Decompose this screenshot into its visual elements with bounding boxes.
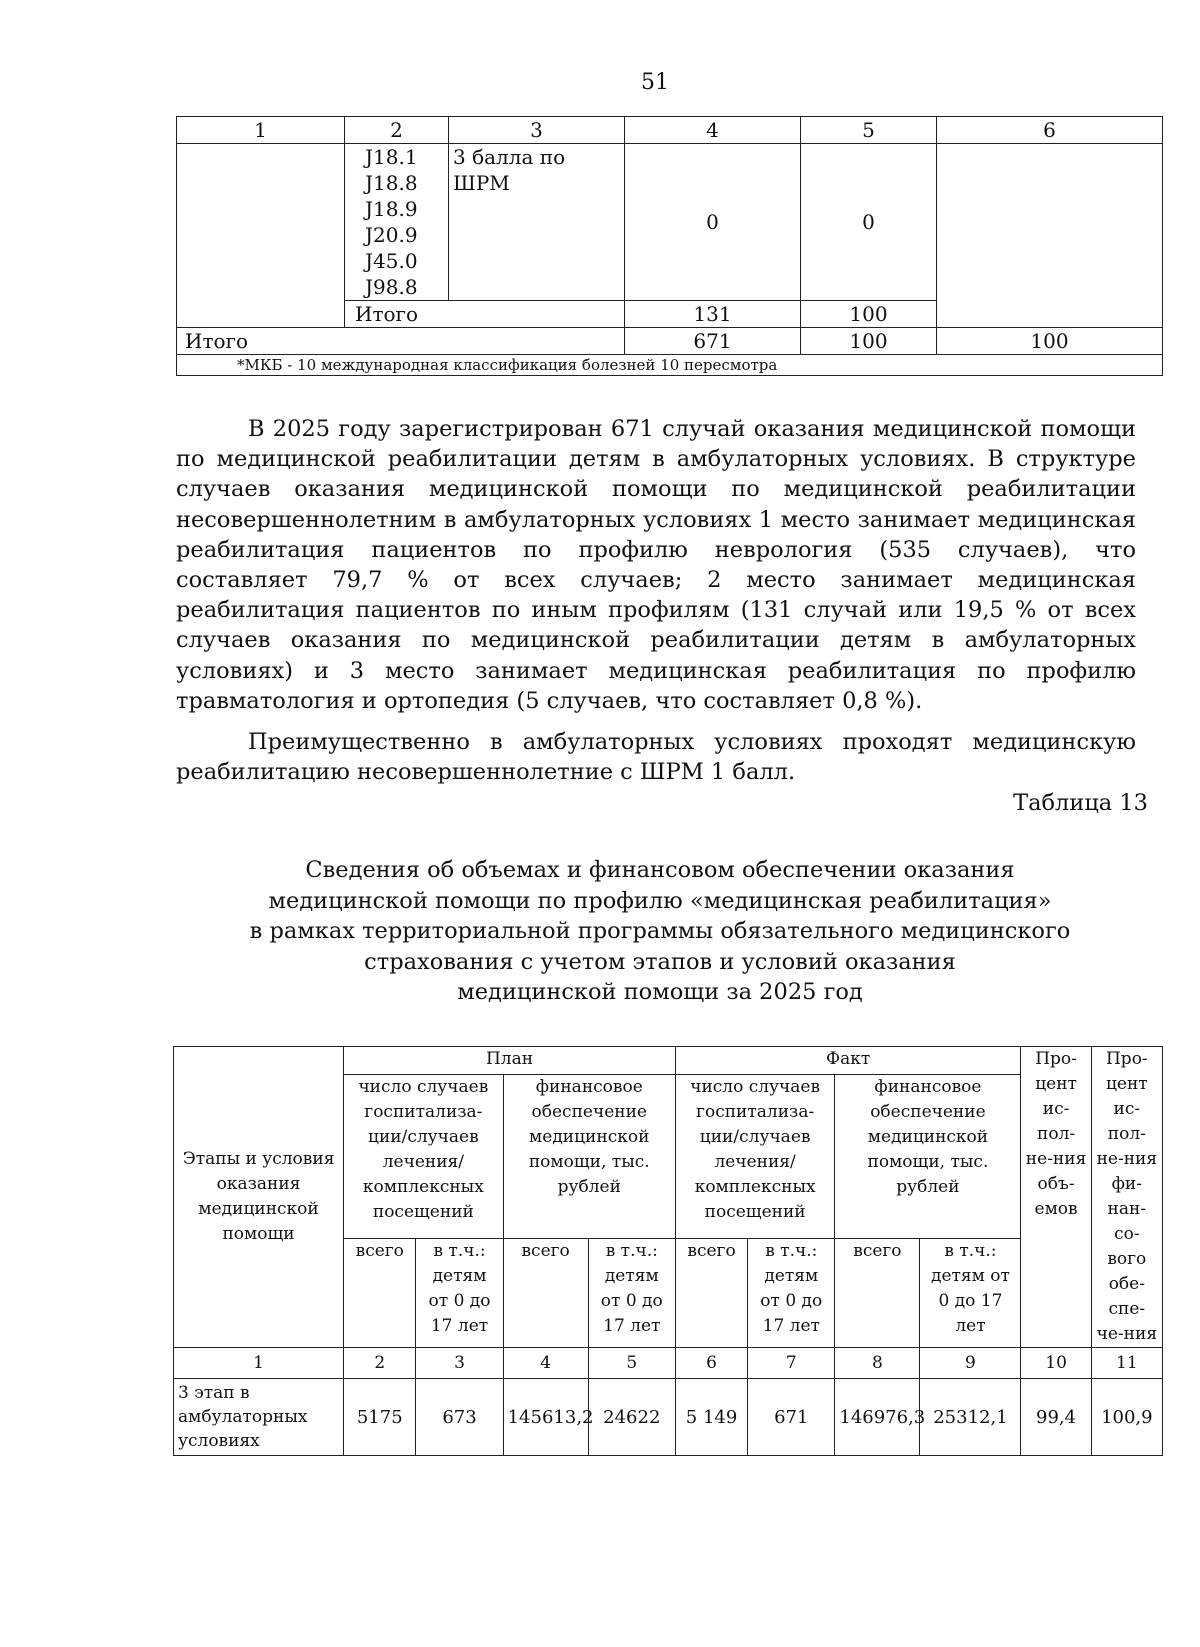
column-number-row: [174, 1348, 1163, 1379]
column-number: 3: [416, 1348, 503, 1379]
total-header: всего: [675, 1238, 747, 1347]
empty-cell-col6: [937, 144, 1163, 328]
table-label: Таблица 13: [1013, 790, 1148, 816]
column-number: 4: [503, 1348, 588, 1379]
caption-line: в рамках территориальной программы обязательного медицинского: [249, 918, 1071, 944]
icd-code: J20.9: [365, 223, 418, 247]
table-header-row: [174, 1047, 1163, 1075]
caption-line: страхования с учетом этапов и условий оказания: [364, 948, 956, 975]
col-header-4: 4: [625, 117, 801, 144]
children-header: в т.ч.: детям от 0 до 17 лет: [588, 1238, 675, 1347]
col-header-5: 5: [801, 117, 937, 144]
table-caption: [200, 855, 1120, 1008]
col-header-1: 1: [177, 117, 345, 144]
fact-header: Факт: [675, 1047, 1021, 1075]
column-number: 9: [920, 1348, 1021, 1379]
caption-line: Сведения об объемах и финансовом обеспечении оказания: [305, 857, 1015, 883]
table-cell: 673: [416, 1379, 503, 1456]
subtotal-col4: 131: [625, 301, 801, 328]
col-header-6: 6: [937, 117, 1163, 144]
col-header-3: 3: [449, 117, 625, 144]
table-cell: 146976,3: [835, 1379, 920, 1456]
table-cell: 100,9: [1091, 1379, 1162, 1456]
table-header-row: [177, 117, 1163, 144]
table-cell: 24622: [588, 1379, 675, 1456]
column-number: 5: [588, 1348, 675, 1379]
plan-cases-header: число случаев госпитализа-ции/случаев лечения/ комплексных посещений: [344, 1075, 503, 1238]
rehabilitation-finance-table: [173, 1046, 1163, 1456]
table-cell: 5175: [344, 1379, 416, 1456]
table-row: [174, 1379, 1163, 1456]
cell-col5: 0: [801, 144, 937, 301]
criterion-cell: 3 балла по ШРМ: [449, 144, 625, 301]
total-label: Итого: [177, 328, 625, 355]
column-number: 10: [1021, 1348, 1091, 1379]
total-row: [177, 328, 1163, 355]
table-row: [177, 144, 1163, 301]
total-header: всего: [835, 1238, 920, 1347]
icd-code: J18.8: [365, 171, 418, 195]
icd-code: J18.9: [365, 197, 418, 221]
column-number: 7: [748, 1348, 835, 1379]
paragraph: [176, 414, 1136, 716]
column-number: 1: [174, 1348, 344, 1379]
table-cell: 5 149: [675, 1379, 747, 1456]
subtotal-label: Итого: [345, 301, 625, 328]
table-cell: 145613,2: [503, 1379, 588, 1456]
table-cell: 671: [748, 1379, 835, 1456]
paragraph: [176, 727, 1136, 787]
page-number: 51: [641, 70, 669, 95]
total-header: всего: [503, 1238, 588, 1347]
empty-cell: [177, 144, 345, 328]
caption-line: медицинской помощи по профилю «медицинская реабилитация»: [268, 887, 1052, 914]
column-number: 6: [675, 1348, 747, 1379]
icd-table: [176, 116, 1163, 376]
total-header: всего: [344, 1238, 416, 1347]
stage-cell: 3 этап в амбулаторных условиях: [174, 1379, 344, 1456]
paragraph-text: В 2025 году зарегистрирован 671 случай оказания медицинской помощи по медицинской реабилитации детям в амбулаторных условиях. В структуре случаев оказания медицинской помощи по медицинской реабилитации несовершеннолетним в амбулаторных условиях 1 место занимает медицинская реабилитация пациентов по профилю неврология (535 случаев), что составляет 79,7 % от всех случаев; 2 место занимает медицинская реабилитация пациентов по иным профилям (131 случай или 19,5 % от всех случаев оказания по медицинской реабилитации детям в амбулаторных условиях) и 3 место занимает медицинская реабилитация по профилю травматология и ортопедия (5 случаев, что составляет 0,8 %).: [176, 416, 1136, 714]
children-header: в т.ч.: детям от 0 до 17 лет: [748, 1238, 835, 1347]
table-cell: 25312,1: [920, 1379, 1021, 1456]
children-header: в т.ч.: детям от 0 до 17 лет: [416, 1238, 503, 1347]
total-col4: 671: [625, 328, 801, 355]
plan-header: План: [344, 1047, 676, 1075]
cell-col4: 0: [625, 144, 801, 301]
pct-volume-header: Про-цент ис-пол-не-ния объ-емов: [1021, 1047, 1091, 1348]
column-number: 11: [1091, 1348, 1162, 1379]
fact-cases-header: число случаев госпитализа-ции/случаев лечения/ комплексных посещений: [675, 1075, 834, 1238]
icd-code: J45.0: [365, 249, 418, 273]
col-header-2: 2: [345, 117, 449, 144]
icd-codes-cell: [345, 144, 449, 301]
table-cell: 99,4: [1021, 1379, 1091, 1456]
footnote: *МКБ - 10 международная классификация болезней 10 пересмотра: [177, 355, 1163, 376]
icd-code: J98.8: [365, 275, 418, 299]
total-col5: 100: [801, 328, 937, 355]
plan-finance-header: финансовое обеспечение медицинской помощи, тыс. рублей: [503, 1075, 675, 1238]
pct-finance-header: Про-цент ис-пол-не-ния фи-нан-со-вого обе-спе-че-ния: [1091, 1047, 1162, 1348]
footnote-row: [177, 355, 1163, 376]
stage-header: Этапы и условия оказания медицинской помощи: [174, 1047, 344, 1348]
column-number: 8: [835, 1348, 920, 1379]
column-number: 2: [344, 1348, 416, 1379]
icd-code: J18.1: [365, 145, 418, 169]
total-col6: 100: [937, 328, 1163, 355]
paragraph-text: Преимущественно в амбулаторных условиях проходят медицинскую реабилитацию несовершеннолетние с ШРМ 1 балл.: [176, 729, 1136, 786]
fact-finance-header: финансовое обеспечение медицинской помощи, тыс. рублей: [835, 1075, 1021, 1238]
children-header: в т.ч.: детям от 0 до 17 лет: [920, 1238, 1021, 1347]
caption-line: медицинской помощи за 2025 год: [457, 979, 863, 1005]
subtotal-col5: 100: [801, 301, 937, 328]
